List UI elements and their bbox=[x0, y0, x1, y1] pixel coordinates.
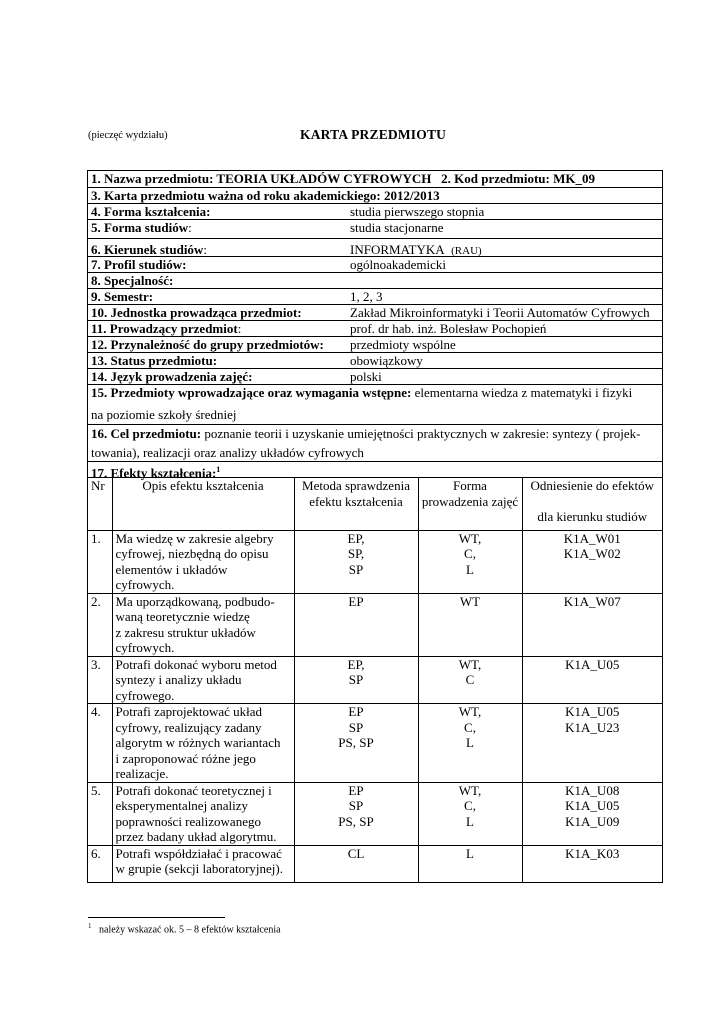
header-form: Forma prowadzenia zajęć bbox=[418, 478, 522, 530]
row-nr: 1. bbox=[88, 530, 112, 593]
table-row bbox=[88, 593, 662, 656]
prerequisites-text: elementarna wiedza z matematyki i fizyki bbox=[411, 385, 633, 400]
footnote bbox=[88, 922, 281, 935]
table-row bbox=[88, 530, 662, 593]
effects-table-wrap bbox=[88, 477, 662, 882]
field-label: 4. Forma kształcenia: bbox=[91, 204, 211, 219]
field-value: 1, 2, 3 bbox=[350, 289, 383, 304]
field-label: 8. Specjalność: bbox=[91, 273, 174, 288]
row-method: EP SP PS, SP bbox=[294, 704, 418, 783]
field-value bbox=[350, 273, 662, 288]
row-form: WT, C, L bbox=[418, 704, 522, 783]
field-value: prof. dr hab. inż. Bolesław Pochopień bbox=[350, 321, 547, 336]
major-suffix: (RAU) bbox=[451, 245, 482, 257]
field-value: polski bbox=[350, 369, 382, 384]
course-goal-row bbox=[88, 424, 662, 461]
field-label: 13. Status przedmiotu: bbox=[91, 353, 218, 368]
goal-line2: towania), realizacji oraz analizy układów cyfrowych bbox=[91, 445, 364, 460]
row-method: CL bbox=[294, 845, 418, 882]
field-row-form bbox=[88, 203, 662, 219]
row-method: EP, SP bbox=[294, 656, 418, 704]
row-method: EP bbox=[294, 593, 418, 656]
footnote-ref: 1 bbox=[216, 465, 221, 474]
row-reference: K1A_U05 bbox=[522, 656, 662, 704]
field-row-lecturer bbox=[88, 320, 662, 336]
footnote-separator bbox=[88, 917, 225, 918]
field-label: 14. Język prowadzenia zajęć: bbox=[91, 369, 253, 384]
field-label-suffix: : bbox=[188, 220, 192, 235]
row-form: WT, C bbox=[418, 656, 522, 704]
field-value: ogólnoakademicki bbox=[350, 257, 447, 272]
field-value: przedmioty wspólne bbox=[350, 337, 456, 352]
row-reference: K1A_W07 bbox=[522, 593, 662, 656]
header-reference: Odniesienie do efektów dla kierunku studiów bbox=[522, 478, 662, 530]
footnote-mark: 1 bbox=[88, 922, 92, 930]
prerequisites-line1 bbox=[91, 385, 659, 400]
row-nr: 3. bbox=[88, 656, 112, 704]
goal-line1 bbox=[91, 426, 659, 441]
field-value: studia pierwszego stopnia bbox=[350, 204, 485, 219]
row-reference: K1A_U08 K1A_U05 K1A_U09 bbox=[522, 782, 662, 845]
faculty-stamp-label: (pieczęć wydziału) bbox=[88, 130, 168, 141]
row-description: Ma uporządkowaną, podbudo- waną teoretycznie wiedzę z zakresu struktur układów cyfrowych. bbox=[112, 593, 294, 656]
effects-header-row bbox=[88, 478, 662, 530]
row-nr: 2. bbox=[88, 593, 112, 656]
field-label-suffix: : bbox=[203, 242, 207, 257]
course-name-row bbox=[88, 171, 662, 187]
field-row-major bbox=[88, 238, 662, 256]
field-label: 9. Semestr: bbox=[91, 289, 154, 304]
field-row-status bbox=[88, 352, 662, 368]
field-value bbox=[350, 242, 662, 256]
field-value: Zakład Mikroinformatyki i Teorii Automatów Cyfrowych bbox=[350, 305, 650, 320]
table-row bbox=[88, 704, 662, 783]
row-reference: K1A_U05 K1A_U23 bbox=[522, 704, 662, 783]
learning-outcomes-heading bbox=[88, 461, 662, 481]
field-value: obowiązkowy bbox=[350, 353, 423, 368]
field-label bbox=[88, 220, 350, 238]
course-card-frame bbox=[87, 170, 663, 883]
footnote-text: należy wskazać ok. 5 – 8 efektów kształcenia bbox=[99, 924, 281, 936]
row-method: EP, SP, SP bbox=[294, 530, 418, 593]
field-row-mode bbox=[88, 219, 662, 238]
outcomes-label: 17. Efekty kształcenia: bbox=[91, 465, 217, 481]
field-row-profile bbox=[88, 256, 662, 272]
row-reference: K1A_K03 bbox=[522, 845, 662, 882]
field-row-unit bbox=[88, 304, 662, 320]
field-label-bold: 11. Prowadzący przedmiot bbox=[91, 321, 238, 336]
table-row bbox=[88, 845, 662, 882]
field-row-specialty bbox=[88, 272, 662, 288]
effects-table bbox=[88, 478, 662, 882]
row-form: WT bbox=[418, 593, 522, 656]
field-row-group bbox=[88, 336, 662, 352]
row-description: Potrafi dokonać teoretycznej i eksperymentalnej analizy poprawności realizowanego przez badany układ algorytmu. bbox=[112, 782, 294, 845]
table-row bbox=[88, 782, 662, 845]
course-name: 1. Nazwa przedmiotu: TEORIA UKŁADÓW CYFROWYCH bbox=[91, 171, 432, 186]
row-description: Potrafi współdziałać i pracować w grupie (sekcji laboratoryjnej). bbox=[112, 845, 294, 882]
row-form: L bbox=[418, 845, 522, 882]
field-label: 12. Przynależność do grupy przedmiotów: bbox=[91, 337, 324, 352]
prerequisites-line2: na poziomie szkoły średniej bbox=[91, 407, 237, 422]
document-title: KARTA PRZEDMIOTU bbox=[300, 127, 447, 142]
table-row bbox=[88, 656, 662, 704]
field-label bbox=[88, 242, 350, 256]
field-label-bold: 5. Forma studiów bbox=[91, 220, 189, 235]
major-name: INFORMATYKA bbox=[350, 242, 445, 257]
row-form: WT, C, L bbox=[418, 530, 522, 593]
field-row-semester bbox=[88, 288, 662, 304]
header-nr: Nr bbox=[88, 478, 112, 530]
row-reference: K1A_W01 K1A_W02 bbox=[522, 530, 662, 593]
row-nr: 4. bbox=[88, 704, 112, 783]
valid-from-row: 3. Karta przedmiotu ważna od roku akademickiego: 2012/2013 bbox=[88, 187, 662, 203]
field-label: 7. Profil studiów: bbox=[91, 257, 187, 272]
row-nr: 6. bbox=[88, 845, 112, 882]
field-label: 10. Jednostka prowadząca przedmiot: bbox=[91, 305, 302, 320]
row-method: EP SP PS, SP bbox=[294, 782, 418, 845]
header-description: Opis efektu kształcenia bbox=[112, 478, 294, 530]
course-code: 2. Kod przedmiotu: MK_09 bbox=[441, 171, 595, 186]
field-label-bold: 6. Kierunek studiów bbox=[91, 242, 204, 257]
field-label-suffix: : bbox=[237, 321, 242, 336]
field-label bbox=[88, 321, 350, 336]
prerequisites-row bbox=[88, 384, 662, 424]
prerequisites-label: 15. Przedmioty wprowadzające oraz wymagania wstępne: bbox=[91, 385, 412, 400]
row-description: Potrafi dokonać wyboru metod syntezy i analizy układu cyfrowego. bbox=[112, 656, 294, 704]
row-description: Ma wiedzę w zakresie algebry cyfrowej, niezbędną do opisu elementów i układów cyfrowych. bbox=[112, 530, 294, 593]
goal-label: 16. Cel przedmiotu: bbox=[91, 426, 202, 441]
row-nr: 5. bbox=[88, 782, 112, 845]
row-description: Potrafi zaprojektować układ cyfrowy, realizujący zadany algorytm w różnych wariantach i zaproponować różne jego realizacje. bbox=[112, 704, 294, 783]
header-method: Metoda sprawdzenia efektu kształcenia bbox=[294, 478, 418, 530]
field-row-language bbox=[88, 368, 662, 384]
field-value: studia stacjonarne bbox=[350, 220, 444, 235]
row-form: WT, C, L bbox=[418, 782, 522, 845]
goal-text: poznanie teorii i uzyskanie umiejętności praktycznych w zakresie: syntezy ( projek- bbox=[201, 426, 641, 441]
